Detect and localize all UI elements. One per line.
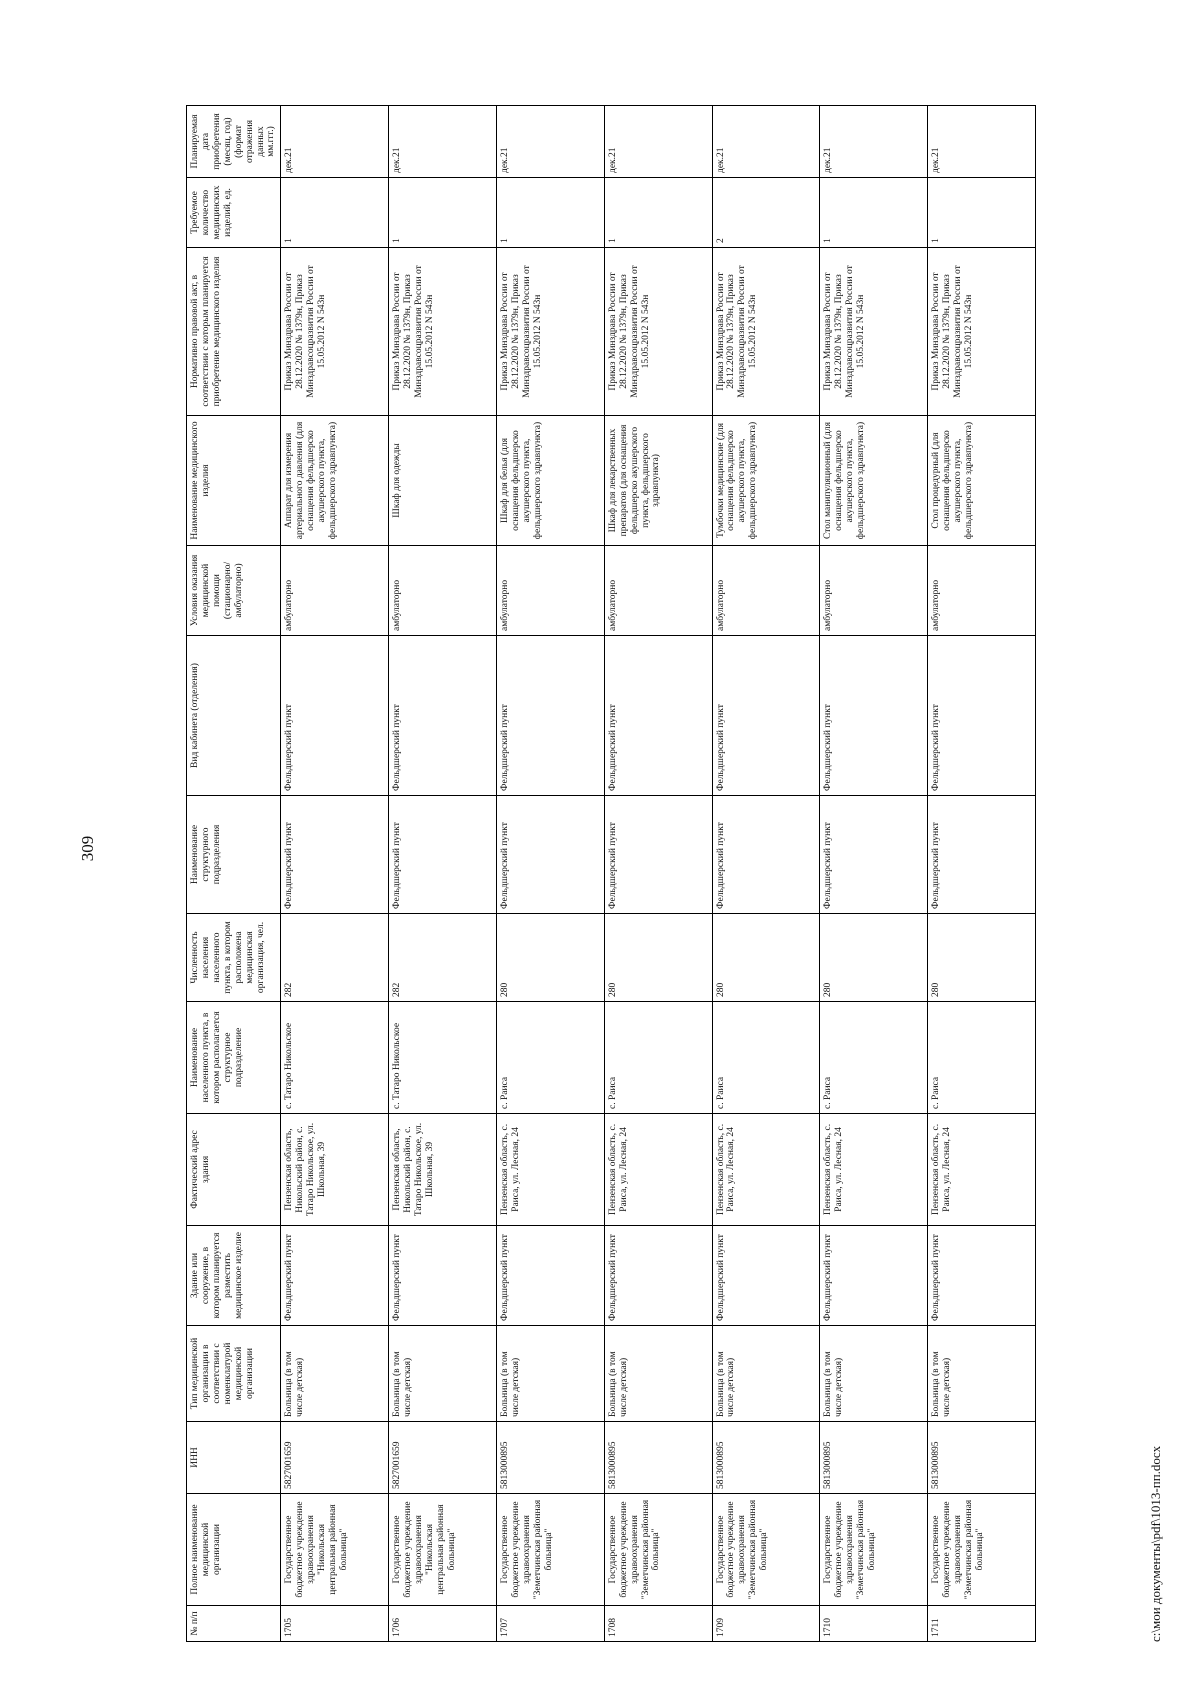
cell-col-org-name: Государственное бюджетное учреждение здравоохранения "Земетчинская районная больница" [496,1494,604,1606]
cell-col-settlement: с. Раиса [604,1002,712,1114]
cell-col-address: Пензенская область, Никольский район, с. Татаро Никольское, ул. Школьная, 39 [281,1114,389,1226]
cell-col-planned-date: дек.21 [281,106,389,178]
cell-col-inn: 5813000895 [928,1422,1036,1494]
cell-col-settlement: с. Раиса [496,1002,604,1114]
cell-col-org-name: Государственное бюджетное учреждение здравоохранения "Никольская центральная районная больница" [281,1494,389,1606]
cell-col-building: Фельдшерский пункт [389,1226,497,1326]
cell-col-subdivision: Фельдшерский пункт [389,796,497,914]
table-row [496,106,604,1642]
cell-col-cabinet-type: Фельдшерский пункт [281,636,389,796]
cell-col-number: 1709 [712,1606,820,1642]
cell-col-building: Фельдшерский пункт [281,1226,389,1326]
cell-col-quantity: 1 [389,178,497,248]
cell-col-cabinet-type: Фельдшерский пункт [389,636,497,796]
cell-col-population: 282 [389,914,497,1002]
cell-col-org-type: Больница (в том числе детская) [389,1326,497,1422]
cell-col-inn: 5813000895 [820,1422,928,1494]
cell-col-cabinet-type: Фельдшерский пункт [496,636,604,796]
cell-col-population: 280 [604,914,712,1002]
cell-col-org-type: Больница (в том числе детская) [928,1326,1036,1422]
cell-col-settlement: с. Раиса [712,1002,820,1114]
cell-col-number: 1705 [281,1606,389,1642]
cell-col-cabinet-type: Фельдшерский пункт [604,636,712,796]
table-row [604,106,712,1642]
cell-col-inn: 5813000895 [604,1422,712,1494]
footer-file-path: c:\мои документы\pdf\1013-пп.docx [1148,1445,1163,1642]
cell-col-legal-act: Приказ Минздрава России от 28.12.2020 № 1379н, Приказ Минздравсоцразвития России от 15.05.2012 N 543н [820,248,928,416]
cell-col-org-name: Государственное бюджетное учреждение здравоохранения "Земетчинская районная больница" [604,1494,712,1606]
header-col-cabinet-type: Вид кабинета (отделения) [187,636,281,796]
cell-col-conditions: амбулаторно [496,546,604,636]
cell-col-number: 1711 [928,1606,1036,1642]
cell-col-org-type: Больница (в том числе детская) [712,1326,820,1422]
cell-col-org-name: Государственное бюджетное учреждение здравоохранения "Земетчинская районная больница" [820,1494,928,1606]
cell-col-population: 280 [712,914,820,1002]
cell-col-conditions: амбулаторно [389,546,497,636]
cell-col-population: 280 [928,914,1036,1002]
cell-col-planned-date: дек.21 [496,106,604,178]
cell-col-conditions: амбулаторно [604,546,712,636]
header-col-org-type: Тип медицинской организации в соответствии с номенклатурой медицинской организации [187,1326,281,1422]
cell-col-settlement: с. Татаро Никольское [389,1002,497,1114]
cell-col-building: Фельдшерский пункт [928,1226,1036,1326]
page-number: 309 [78,835,97,862]
equipment-table [186,105,1036,1642]
cell-col-legal-act: Приказ Минздрава России от 28.12.2020 № 1379н, Приказ Минздравсоцразвития России от 15.05.2012 N 543н [389,248,497,416]
cell-col-inn: 5827001659 [281,1422,389,1494]
cell-col-planned-date: дек.21 [712,106,820,178]
header-col-quantity: Требуемое количество медицинских изделий, ед. [187,178,281,248]
cell-col-quantity: 1 [820,178,928,248]
cell-col-population: 282 [281,914,389,1002]
cell-col-org-type: Больница (в том числе детская) [281,1326,389,1422]
cell-col-org-type: Больница (в том числе детская) [820,1326,928,1422]
cell-col-address: Пензенская область, с. Раиса, ул. Лесная, 24 [496,1114,604,1226]
cell-col-conditions: амбулаторно [928,546,1036,636]
header-col-population: Численность населения населенного пункта, в котором расположена медицинская организация, чел. [187,914,281,1002]
cell-col-building: Фельдшерский пункт [496,1226,604,1326]
cell-col-legal-act: Приказ Минздрава России от 28.12.2020 № 1379н, Приказ Минздравсоцразвития России от 15.05.2012 N 543н [604,248,712,416]
cell-col-settlement: с. Раиса [820,1002,928,1114]
header-col-legal-act: Нормативно правовой акт, в соответствии с которым планируется приобретение медицинского изделия [187,248,281,416]
header-col-device-name: Наименование медицинского изделия [187,416,281,546]
cell-col-number: 1706 [389,1606,497,1642]
header-col-planned-date: Планируемая дата приобретения (месяц, год) (формат отражения данных мм.ггг.) [187,106,281,178]
cell-col-building: Фельдшерский пункт [820,1226,928,1326]
cell-col-legal-act: Приказ Минздрава России от 28.12.2020 № 1379н, Приказ Минздравсоцразвития России от 15.05.2012 N 543н [928,248,1036,416]
cell-col-address: Пензенская область, Никольский район, с. Татаро Никольское, ул. Школьная, 39 [389,1114,497,1226]
table-row [820,106,928,1642]
cell-col-planned-date: дек.21 [604,106,712,178]
cell-col-cabinet-type: Фельдшерский пункт [712,636,820,796]
cell-col-number: 1710 [820,1606,928,1642]
cell-col-org-name: Государственное бюджетное учреждение здравоохранения "Земетчинская районная больница" [928,1494,1036,1606]
table-row [281,106,389,1642]
cell-col-quantity: 1 [604,178,712,248]
cell-col-address: Пензенская область, с. Раиса, ул. Лесная, 24 [820,1114,928,1226]
header-col-org-name: Полное наименование медицинской организации [187,1494,281,1606]
cell-col-cabinet-type: Фельдшерский пункт [928,636,1036,796]
cell-col-subdivision: Фельдшерский пункт [820,796,928,914]
cell-col-legal-act: Приказ Минздрава России от 28.12.2020 № 1379н, Приказ Минздравсоцразвития России от 15.05.2012 N 543н [281,248,389,416]
cell-col-quantity: 1 [928,178,1036,248]
cell-col-planned-date: дек.21 [820,106,928,178]
header-col-number: № п/п [187,1606,281,1642]
cell-col-building: Фельдшерский пункт [604,1226,712,1326]
cell-col-subdivision: Фельдшерский пункт [928,796,1036,914]
cell-col-planned-date: дек.21 [389,106,497,178]
header-col-subdivision: Наименование структурного подразделения [187,796,281,914]
cell-col-building: Фельдшерский пункт [712,1226,820,1326]
cell-col-address: Пензенская область, с. Раиса, ул. Лесная, 24 [928,1114,1036,1226]
table-row [928,106,1036,1642]
cell-col-quantity: 1 [496,178,604,248]
cell-col-settlement: с. Татаро Никольское [281,1002,389,1114]
cell-col-number: 1707 [496,1606,604,1642]
cell-col-device-name: Аппарат для измерения артериального давления (для оснащения фельдшерско акушерского пункта, фельдшерского здравпункта) [281,416,389,546]
cell-col-device-name: Шкаф для лекарственных препаратов (для оснащения фельдшерско акушерского пункта, фельдшерского здравпункта) [604,416,712,546]
cell-col-address: Пензенская область, с. Раиса, ул. Лесная, 24 [712,1114,820,1226]
cell-col-address: Пензенская область, с. Раиса, ул. Лесная, 24 [604,1114,712,1226]
table-row [712,106,820,1642]
header-col-inn: ИНН [187,1422,281,1494]
cell-col-legal-act: Приказ Минздрава России от 28.12.2020 № 1379н, Приказ Минздравсоцразвития России от 15.05.2012 N 543н [712,248,820,416]
cell-col-conditions: амбулаторно [820,546,928,636]
cell-col-device-name: Шкаф для одежды [389,416,497,546]
cell-col-settlement: с. Раиса [928,1002,1036,1114]
cell-col-population: 280 [820,914,928,1002]
cell-col-population: 280 [496,914,604,1002]
cell-col-org-type: Больница (в том числе детская) [496,1326,604,1422]
cell-col-inn: 5813000895 [712,1422,820,1494]
cell-col-conditions: амбулаторно [712,546,820,636]
cell-col-quantity: 2 [712,178,820,248]
cell-col-device-name: Стол манипуляционный (для оснащения фельдшерско акушерского пункта, фельдшерского здравпункта) [820,416,928,546]
cell-col-org-name: Государственное бюджетное учреждение здравоохранения "Земетчинская районная больница" [712,1494,820,1606]
cell-col-org-name: Государственное бюджетное учреждение здравоохранения "Никольская центральная районная больница" [389,1494,497,1606]
table-header-row [187,106,281,1642]
cell-col-cabinet-type: Фельдшерский пункт [820,636,928,796]
cell-col-number: 1708 [604,1606,712,1642]
header-col-conditions: Условия оказания медицинской помощи (стационарно/амбулаторно) [187,546,281,636]
cell-col-subdivision: Фельдшерский пункт [712,796,820,914]
cell-col-planned-date: дек.21 [928,106,1036,178]
cell-col-conditions: амбулаторно [281,546,389,636]
cell-col-device-name: Шкаф для белья (для оснащения фельдшерско акушерского пункта, фельдшерского здравпункта) [496,416,604,546]
header-col-building: Здание или сооружение, в котором планируется разместить медицинское изделие [187,1226,281,1326]
cell-col-subdivision: Фельдшерский пункт [604,796,712,914]
cell-col-subdivision: Фельдшерский пункт [281,796,389,914]
header-col-settlement: Наименование населенного пункта, в котором располагается структурное подразделение [187,1002,281,1114]
header-col-address: Фактический адрес здания [187,1114,281,1226]
cell-col-legal-act: Приказ Минздрава России от 28.12.2020 № 1379н, Приказ Минздравсоцразвития России от 15.05.2012 N 543н [496,248,604,416]
cell-col-inn: 5827001659 [389,1422,497,1494]
cell-col-quantity: 1 [281,178,389,248]
cell-col-org-type: Больница (в том числе детская) [604,1326,712,1422]
cell-col-subdivision: Фельдшерский пункт [496,796,604,914]
cell-col-device-name: Стол процедурный (для оснащения фельдшерско акушерского пункта, фельдшерского здравпункта) [928,416,1036,546]
cell-col-inn: 5813000895 [496,1422,604,1494]
cell-col-device-name: Тумбочки медицинские (для оснащения фельдшерско акушерского пункта, фельдшерского здравпункта) [712,416,820,546]
table-body [281,106,1036,1642]
table-row [389,106,497,1642]
